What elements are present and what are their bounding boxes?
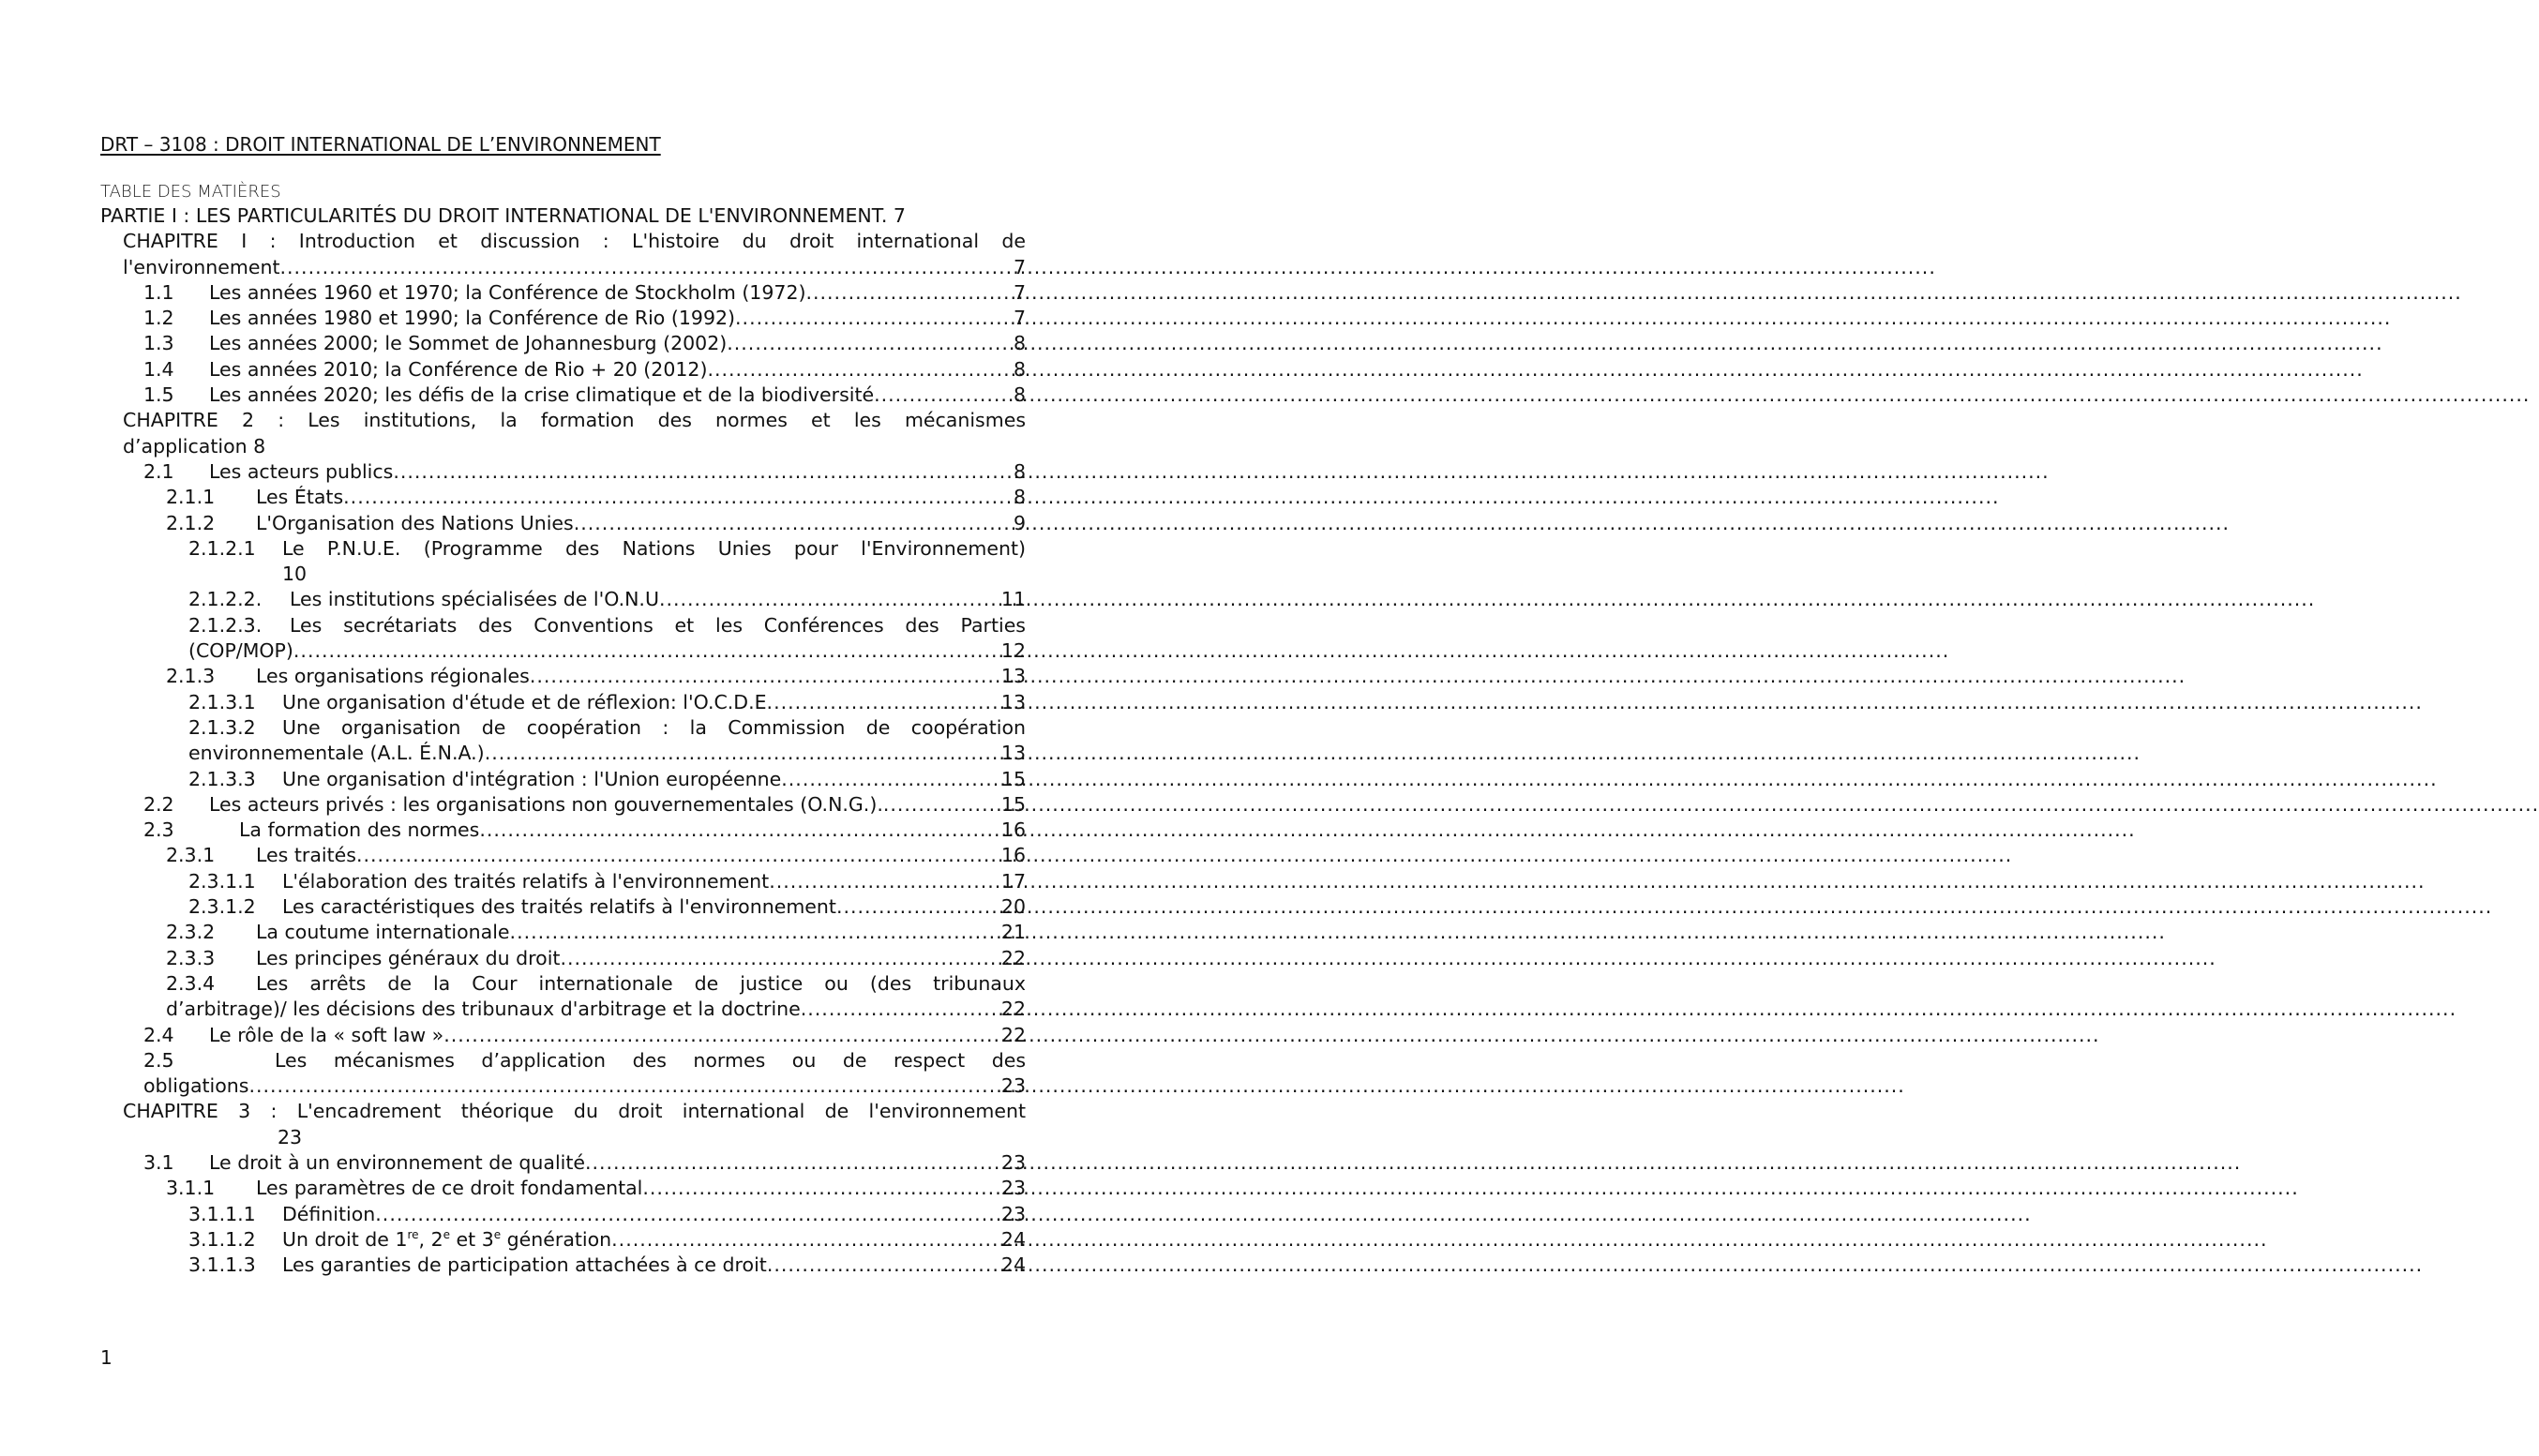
toc-entry-title: L'Organisation des Nations Unies [256, 511, 574, 534]
toc-entry-title-cont: obligations [143, 1074, 249, 1098]
toc-entry-number: 3.1.1.2 [188, 1227, 256, 1251]
toc-entry-page: 9 [1013, 511, 1026, 534]
toc-entry-title: Une organisation d'étude et de réflexion: l'O.C.D.E [282, 690, 767, 713]
toc-entry-number: 2.1.2.3. [188, 613, 263, 637]
toc-entry-page: 16 [1000, 844, 1026, 867]
toc-entry-title: La formation des normes [239, 818, 480, 842]
toc-entry-2-3-1[interactable] [166, 843, 1026, 868]
toc-entry-title: Une organisation de coopération : la Commission de coopération [282, 715, 1026, 739]
dot-leader [510, 920, 1001, 945]
dot-leader [280, 255, 1014, 280]
toc-entry-number: 2.1.3.3 [188, 767, 256, 790]
toc-entry-number: 2.3 [143, 818, 174, 842]
toc-entry-page: 7 [893, 204, 906, 227]
document-title: DRT – 3108 : DROIT INTERNATIONAL DE L’ENVIRONNEMENT [100, 133, 661, 156]
toc-entry-number: 1.3 [143, 332, 174, 355]
toc-entry-title: L'élaboration des traités relatifs à l'environnement [282, 869, 770, 893]
toc-entry-number: 2.1.1 [166, 486, 216, 509]
toc-entry-2-1-2-2[interactable] [188, 587, 1026, 612]
toc-entry-number: 2.1.3.2 [188, 715, 256, 739]
toc-entry-number: 2.3.1 [166, 844, 216, 867]
toc-entry-title: Les années 2000; le Sommet de Johannesburg (2002) [209, 332, 728, 355]
toc-entry-title: Une organisation d'intégration : l'Union européenne [282, 767, 782, 790]
toc-entry-2-1-2-3[interactable] [188, 613, 1026, 665]
toc-entry-3-1-1[interactable] [166, 1176, 1026, 1201]
toc-entry-number: 2.1.2.1 [188, 536, 256, 560]
toc-entry-title: Les caractéristiques des traités relatifs à l'environnement [282, 895, 836, 919]
toc-entry-title: Les mécanismes d’application des normes ou de respect des [275, 1048, 1026, 1072]
toc-entry-page: 23 [1000, 1202, 1026, 1225]
toc-entry-title: Les secrétariats des Conventions et les Conférences des Parties [290, 613, 1026, 637]
toc-entry-3-1-1-2[interactable] [188, 1227, 1026, 1253]
toc-entry-title-cont: d’arbitrage)/ les décisions des tribunaux d'arbitrage et la doctrine [166, 998, 801, 1021]
dot-leader [836, 894, 1001, 920]
toc-entry-number: 1.4 [143, 357, 174, 381]
toc-entry-title: Les acteurs privés : les organisations non gouvernementales (O.N.G.). [209, 792, 883, 816]
dot-leader [767, 1253, 1001, 1278]
toc-entry-2-1-2[interactable] [166, 511, 1026, 536]
dot-leader [530, 664, 1001, 689]
toc-entry-title: Les traités [256, 844, 356, 867]
toc-entry-2-1-3-1[interactable] [188, 690, 1026, 715]
toc-entry-title-cont: environnementale (A.L. É.N.A.) [188, 742, 485, 765]
toc-entry-number: 2.4 [143, 1023, 174, 1046]
toc-entry-page: 22 [1000, 946, 1026, 969]
toc-entry-number: 2.1.2 [166, 511, 216, 534]
toc-entry-number: 2.3.2 [166, 921, 216, 944]
toc-entry-3-1-1-3[interactable] [188, 1253, 1026, 1278]
toc-entry-title: Les années 1960 et 1970; la Conférence de Stockholm (1972) [209, 280, 806, 304]
toc-entry-page: 8 [1013, 459, 1026, 483]
toc-entry-page: 22 [1000, 998, 1026, 1021]
dot-leader [343, 485, 1014, 510]
toc-entry-page: 8 [1013, 332, 1026, 355]
dot-leader [735, 306, 1014, 331]
toc-entry-page: 23 [1000, 1074, 1026, 1098]
toc-entry-page: 23 [278, 1125, 303, 1148]
toc-heading: TABLE DES MATIÈRES [100, 182, 281, 202]
toc-entry-title: Les institutions spécialisées de l'O.N.U [290, 588, 659, 611]
toc-entry-2-1-3[interactable] [166, 664, 1026, 689]
toc-entry-title: PARTIE I : LES PARTICULARITÉS DU DROIT INTERNATIONAL DE L'ENVIRONNEMENT. [100, 204, 888, 227]
dot-leader [874, 383, 1014, 408]
dot-leader [585, 1150, 1001, 1176]
toc-entry-chapitre-1[interactable] [123, 229, 1026, 280]
toc-entry-page: 8 [1013, 383, 1026, 407]
toc-entry-number: 3.1 [143, 1150, 174, 1174]
toc-entry-title: Les paramètres de ce droit fondamental [256, 1177, 643, 1200]
dot-leader [727, 331, 1014, 356]
toc-entry-title: CHAPITRE 3 : L'encadrement théorique du droit international de l'environnement [123, 1100, 1026, 1123]
dot-leader [642, 1176, 1001, 1201]
dot-leader [801, 997, 1001, 1022]
toc-entry-title: Les arrêts de la Cour internationale de justice ou (des tribunaux [256, 971, 1026, 995]
toc-entry-number: 3.1.1 [166, 1177, 216, 1200]
toc-entry-2-3-4[interactable] [166, 971, 1026, 1023]
dot-leader [883, 792, 1001, 818]
dot-leader [293, 638, 1001, 664]
toc-entry-chapitre-2[interactable] [123, 408, 1026, 459]
toc-entry-number: 2.3.3 [166, 946, 216, 969]
dot-leader [485, 741, 1001, 766]
toc-entry-page: 7 [1013, 255, 1026, 278]
toc-entry-title: Un droit de 1re, 2e et 3e génération [282, 1227, 612, 1251]
dot-leader [805, 280, 1013, 306]
toc-entry-title: Le droit à un environnement de qualité [209, 1150, 585, 1174]
toc-entry-title: CHAPITRE I : Introduction et discussion : L'histoire du droit international de [123, 230, 1026, 253]
toc-entry-2-1-2-1[interactable] [188, 536, 1026, 588]
toc-entry-page: 12 [1000, 639, 1026, 663]
toc-entry-2-1[interactable] [143, 459, 1026, 485]
toc-entry-page: 23 [1000, 1177, 1026, 1200]
toc-entry-2-5[interactable] [143, 1048, 1026, 1100]
toc-entry-title: Le rôle de la « soft law » [209, 1023, 444, 1046]
table-of-contents [100, 203, 1026, 1278]
toc-entry-page: 7 [1013, 280, 1026, 304]
toc-entry-1-4[interactable] [143, 357, 1026, 383]
dot-leader [479, 818, 1001, 843]
toc-entry-number: 2.2 [143, 792, 174, 816]
toc-entry-page: 17 [1000, 869, 1026, 893]
toc-entry-page: 7 [1013, 307, 1026, 330]
toc-entry-2-3-1-2[interactable] [188, 894, 1026, 920]
toc-entry-3-1-1-1[interactable] [188, 1202, 1026, 1227]
toc-entry-page: 24 [1000, 1253, 1026, 1277]
toc-entry-1-3[interactable] [143, 331, 1026, 356]
dot-leader [393, 459, 1014, 485]
toc-entry-title: Le P.N.U.E. (Programme des Nations Unies pour l'Environnement) [282, 536, 1026, 560]
toc-entry-page: 8 [1013, 486, 1026, 509]
toc-entry-number: 1.2 [143, 307, 174, 330]
dot-leader [560, 946, 1000, 971]
toc-entry-number: 1.5 [143, 383, 174, 407]
toc-entry-2-1-3-2[interactable] [188, 715, 1026, 767]
toc-entry-2-3[interactable] [143, 818, 1026, 843]
toc-entry-page: 11 [1000, 588, 1026, 611]
dot-leader [611, 1227, 1001, 1253]
toc-entry-partie-1[interactable] [100, 203, 1026, 229]
toc-entry-number: 2.3.4 [166, 971, 216, 995]
toc-entry-1-1[interactable] [143, 280, 1026, 306]
toc-entry-title: Définition [282, 1202, 376, 1225]
toc-entry-title-cont: l'environnement [123, 255, 280, 278]
toc-entry-page: 22 [1000, 1023, 1026, 1046]
toc-entry-2-4[interactable] [143, 1023, 1026, 1048]
toc-entry-page: 10 [282, 563, 308, 586]
toc-entry-page: 21 [1000, 921, 1026, 944]
toc-entry-title: Les garanties de participation attachées à ce droit [282, 1253, 767, 1277]
dot-leader [356, 843, 1001, 868]
toc-entry-chapitre-3[interactable] [123, 1099, 1026, 1150]
dot-leader [769, 869, 1001, 894]
dot-leader [659, 587, 1001, 612]
toc-entry-page: 13 [1000, 742, 1026, 765]
toc-entry-number: 2.1.3 [166, 665, 216, 688]
toc-entry-title: Les années 1980 et 1990; la Conférence de Rio (1992) [209, 307, 736, 330]
page-number: 1 [100, 1346, 113, 1369]
toc-entry-number: 1.1 [143, 280, 174, 304]
toc-entry-title: CHAPITRE 2 : Les institutions, la formation des normes et les mécanismes [123, 409, 1026, 432]
toc-entry-3-1[interactable] [143, 1150, 1026, 1176]
toc-entry-number: 2.5 [143, 1048, 174, 1072]
toc-entry-page: 15 [1000, 792, 1026, 816]
toc-entry-page: 20 [1000, 895, 1026, 919]
dot-leader [375, 1202, 1001, 1227]
toc-entry-1-2[interactable] [143, 306, 1026, 331]
toc-entry-2-3-3[interactable] [166, 946, 1026, 971]
dot-leader [248, 1073, 1000, 1099]
toc-entry-2-3-1-1[interactable] [188, 869, 1026, 894]
toc-entry-page: 15 [1000, 767, 1026, 790]
toc-entry-page: 23 [1000, 1150, 1026, 1174]
toc-entry-page: 8 [253, 434, 266, 458]
toc-entry-number: 2.1.3.1 [188, 690, 256, 713]
dot-leader [781, 767, 1001, 792]
toc-entry-page: 8 [1013, 357, 1026, 381]
toc-entry-title: La coutume internationale [256, 921, 510, 944]
toc-entry-title: Les années 2020; les défis de la crise climatique et de la biodiversité [209, 383, 875, 407]
toc-entry-title: Les États [256, 486, 344, 509]
toc-entry-2-2[interactable] [143, 792, 1026, 818]
toc-entry-number: 2.1 [143, 459, 174, 483]
toc-entry-page: 16 [1000, 818, 1026, 842]
toc-entry-title-cont: d’application [123, 434, 248, 458]
toc-entry-page: 13 [1000, 690, 1026, 713]
toc-entry-2-3-2[interactable] [166, 920, 1026, 945]
toc-entry-2-1-1[interactable] [166, 485, 1026, 510]
toc-entry-title: Les années 2010; la Conférence de Rio + 20 (2012) [209, 357, 708, 381]
toc-entry-title: Les organisations régionales [256, 665, 530, 688]
dot-leader [443, 1023, 1001, 1048]
dot-leader [574, 511, 1014, 536]
dot-leader [707, 357, 1013, 383]
toc-entry-number: 3.1.1.1 [188, 1202, 256, 1225]
toc-entry-title: Les principes généraux du droit [256, 946, 561, 969]
toc-entry-number: 2.3.1.1 [188, 869, 256, 893]
dot-leader [767, 690, 1001, 715]
toc-entry-title-cont: (COP/MOP) [188, 639, 293, 663]
toc-entry-number: 3.1.1.3 [188, 1253, 256, 1277]
toc-entry-1-5[interactable] [143, 383, 1026, 408]
toc-entry-number: 2.1.2.2. [188, 588, 263, 611]
toc-entry-page: 13 [1000, 665, 1026, 688]
toc-entry-2-1-3-3[interactable] [188, 767, 1026, 792]
toc-entry-title: Les acteurs publics [209, 459, 394, 483]
toc-entry-number: 2.3.1.2 [188, 895, 256, 919]
toc-entry-page: 24 [1000, 1227, 1026, 1251]
document-page [0, 0, 1125, 1456]
